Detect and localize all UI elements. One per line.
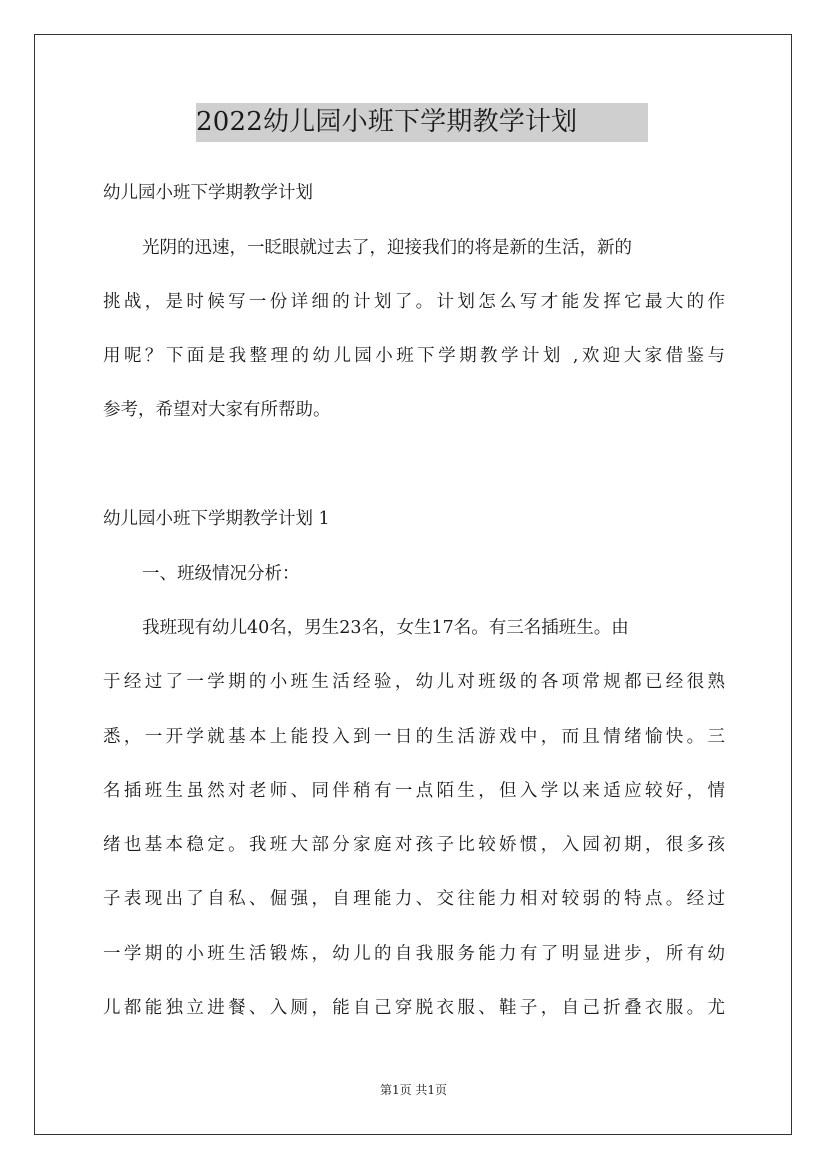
subsection-heading: 一、班级情况分析： [142,564,300,584]
body-line-6: 子表现出了自私、倔强，自理能力、交往能力相对较弱的特点。经过 [103,889,725,909]
page-number-footer: 第1页 共1页 [379,1083,448,1097]
body-line-5: 绪也基本稳定。我班大部分家庭对孩子比较娇惯，入园初期，很多孩 [103,835,725,855]
intro-line-4: 参考，希望对大家有所帮助。 [103,400,331,420]
body-line-2: 于经过了一学期的小班生活经验，幼儿对班级的各项常规都已经很熟 [103,672,725,692]
body-line-1: 我班现有幼儿40名，男生23名，女生17名。有三名插班生。由 [142,618,629,638]
section-heading: 幼儿园小班下学期教学计划 1 [103,509,330,529]
intro-line-2: 挑战，是时候写一份详细的计划了。计划怎么写才能发挥它最大的作 [103,292,725,312]
body-line-8: 儿都能独立进餐、入厕，能自己穿脱衣服、鞋子，自己折叠衣服。尤 [103,998,725,1018]
document-subtitle: 幼儿园小班下学期教学计划 [103,183,313,203]
body-line-3: 悉，一开学就基本上能投入到一日的生活游戏中，而且情绪愉快。三 [103,727,725,747]
intro-line-3: 用呢？下面是我整理的幼儿园小班下学期教学计划 ,欢迎大家借鉴与 [103,346,725,366]
body-line-4: 名插班生虽然对老师、同伴稍有一点陌生，但入学以来适应较好，情 [103,781,725,801]
body-line-7: 一学期的小班生活锻炼，幼儿的自我服务能力有了明显进步，所有幼 [103,944,725,964]
document-title: 2022幼儿园小班下学期教学计划 [196,103,648,142]
intro-line-1: 光阴的迅速，一眨眼就过去了，迎接我们的将是新的生活，新的 [142,238,632,258]
